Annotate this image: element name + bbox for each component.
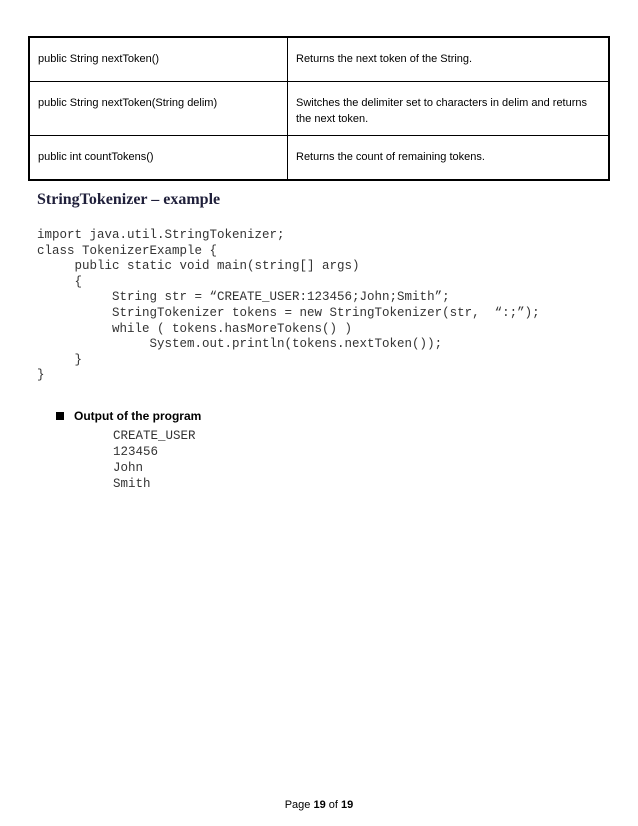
total-pages-number: 19 <box>341 799 354 811</box>
section-heading: StringTokenizer – example <box>37 191 221 208</box>
current-page-number: 19 <box>313 799 326 811</box>
output-label: Output of the program <box>74 409 202 423</box>
method-description-cell: Switches the delimiter set to characters in delim and returns the next token. <box>288 82 610 136</box>
code-line: StringTokenizer tokens = new StringTokenizer(str, “:;”); <box>37 305 540 320</box>
table-row <box>29 37 609 82</box>
program-output <box>113 428 196 492</box>
method-description-cell: Returns the next token of the String. <box>288 37 610 82</box>
code-line: } <box>37 368 45 383</box>
output-line: John <box>113 461 144 475</box>
method-signature-cell: public String nextToken() <box>29 37 288 82</box>
code-line: } <box>37 352 83 367</box>
method-description-cell: Returns the count of remaining tokens. <box>288 136 610 181</box>
code-block <box>37 228 540 384</box>
table-row <box>29 82 609 136</box>
square-bullet-icon <box>56 412 64 420</box>
output-line: CREATE_USER <box>113 429 196 443</box>
method-signature-cell: public int countTokens() <box>29 136 288 181</box>
table-row <box>29 136 609 181</box>
page-footer <box>0 799 638 811</box>
code-line: while ( tokens.hasMoreTokens() ) <box>37 321 353 336</box>
output-heading <box>56 409 201 423</box>
page-word: Page <box>284 799 311 811</box>
output-line: Smith <box>113 477 151 491</box>
methods-table <box>28 36 610 181</box>
code-line: public static void main(string[] args) <box>37 259 360 274</box>
method-signature-cell: public String nextToken(String delim) <box>29 82 288 136</box>
code-line: System.out.println(tokens.nextToken()); <box>37 337 443 352</box>
code-line: import java.util.StringTokenizer; <box>37 228 285 242</box>
code-line: class TokenizerExample { <box>37 243 218 258</box>
code-line: String str = “CREATE_USER:123456;John;Smith”; <box>37 290 450 305</box>
code-line: { <box>37 274 83 289</box>
output-line: 123456 <box>113 445 159 459</box>
of-word: of <box>328 799 338 811</box>
